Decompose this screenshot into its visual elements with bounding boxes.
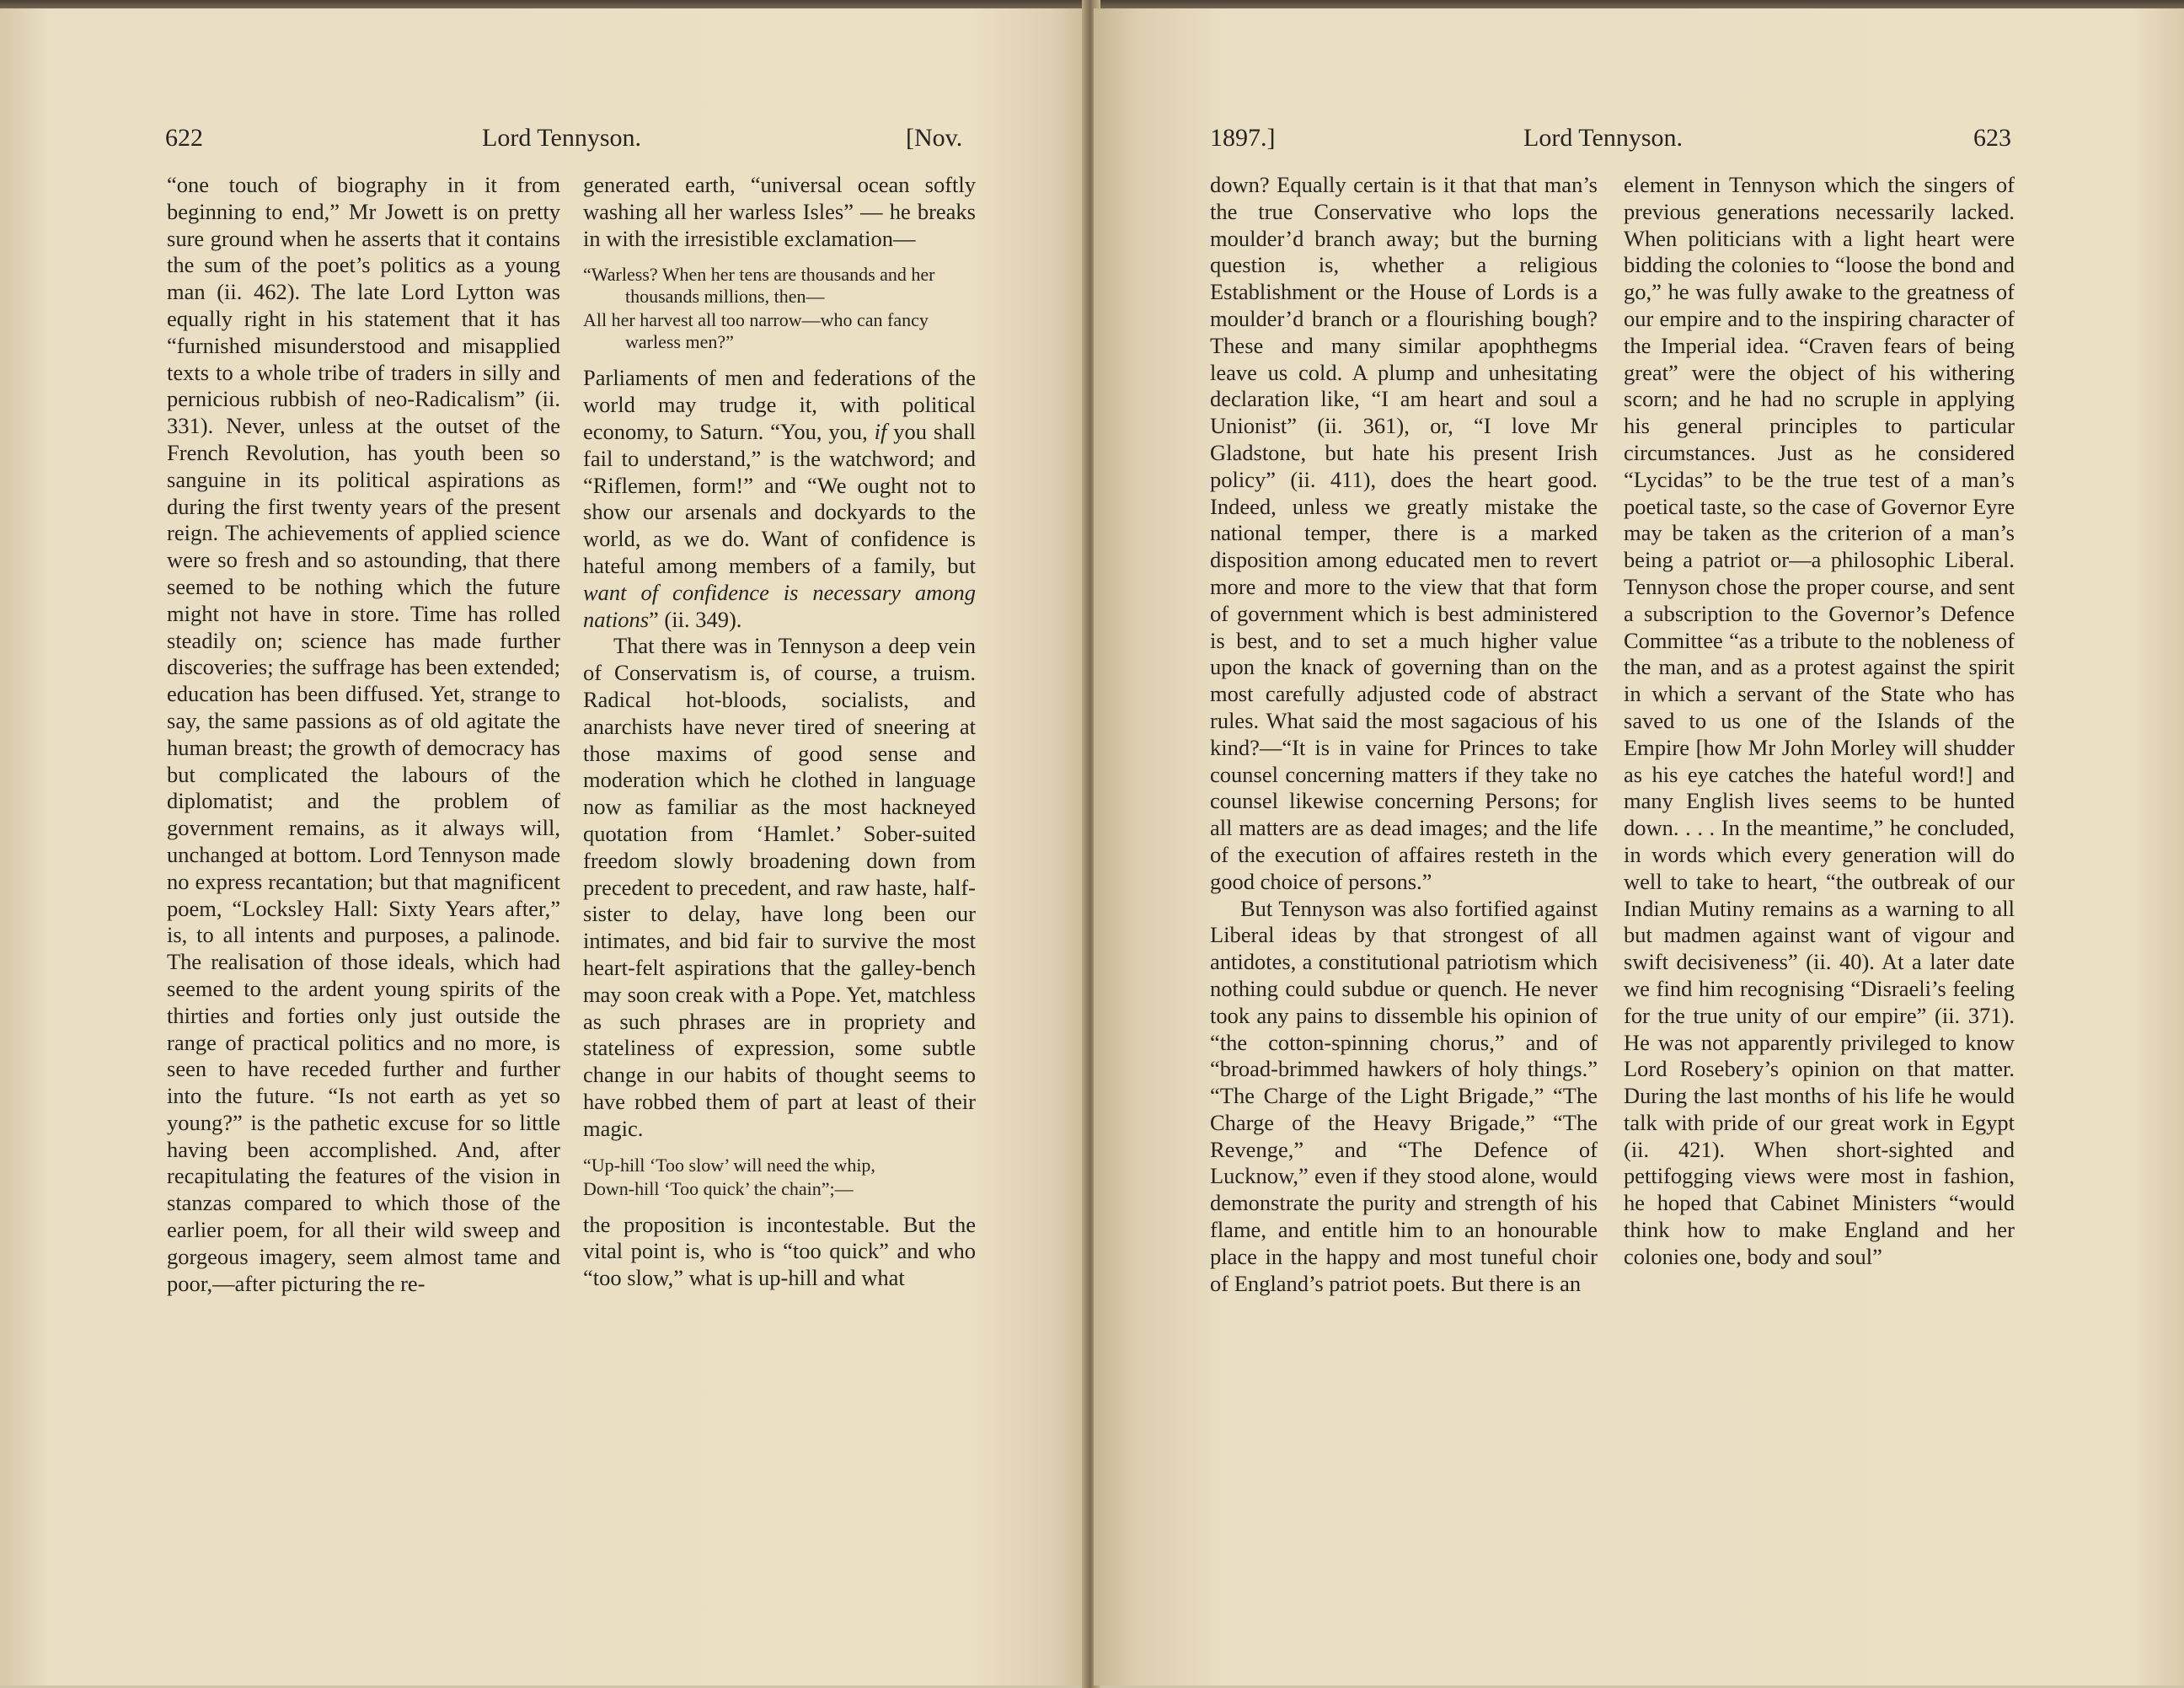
page-number-left: 622 xyxy=(165,124,203,152)
paragraph: the proposition is incontestable. But the vital point is, who is “too quick” and who “too slow,” what is up-hill and what xyxy=(583,1211,976,1291)
verse-quote xyxy=(583,1155,976,1200)
running-date-right: 1897.] xyxy=(1210,124,1276,152)
text-run: you shall fail to understand,” is the watchword; and “Riflemen, form!” and “We ought not to show our arsenals and dockyards to the world, as we do. Want of confidence is hateful among members of a family, but xyxy=(583,418,976,578)
paragraph: That there was in Tennyson a deep vein of Conservatism is, of course, a truism. Radical hot-bloods, socialists, and anarchists have never tired of sneering at those maxims of good sense and moderation which he clothed in language now as familiar as the most hackneyed quotation from ‘Hamlet.’ Sober-suited freedom slowly broadening down from precedent to precedent, and raw haste, half-sister to delay, have long been our intimates, and bid fair to survive the most heart-felt aspirations that the galley-bench may soon creak with a Pope. Yet, matchless as such phrases are in propriety and stateliness of expression, some subtle change in our habits of thought seems to have robbed them of part at least of their magic. xyxy=(583,633,976,1141)
right-page-column-2 xyxy=(1624,172,2015,1271)
italic-text: if xyxy=(874,418,887,444)
italic-text: want of confidence is necessary among nations xyxy=(583,579,976,632)
paragraph: down? Equally certain is it that that man’s the true Conservative who lops the moulder’d branch away; but the burning question is, whether a religious Establishment or the House of Lords is a moulder’d branch or a flourishing bough? These and many similar apophthegms leave us cold. A plump and unhesitating declaration like, “I am heart and soul a Unionist” (ii. 361), or, “I love Mr Gladstone, but hate his present Irish policy” (ii. 411), does the heart good. Indeed, unless we greatly mistake the national temper, there is a marked disposition among educated men to revert more and more to the view that that form of government which is best administered is best, and to set a much higher value upon the knack of governing than on the most carefully adjusted code of abstract rules. What said the most sagacious of his kind?—“It is in vaine for Princes to take counsel concerning matters if they take no counsel likewise concerning Persons; for all matters are as dead images; and the life of the execution of affaires resteth in the good choice of persons.” xyxy=(1210,172,1598,894)
right-page-column-1 xyxy=(1210,172,1598,1297)
running-title-left: Lord Tennyson. xyxy=(482,124,641,152)
page-number-right: 623 xyxy=(1973,124,2011,152)
paragraph: But Tennyson was also fortified against Liberal ideas by that strongest of all antidotes, a constitutional patriotism which nothing could subdue or quench. He never took any pains to dissemble his opinion of “the cotton-spinning chorus,” and of “broad-brimmed hawkers of holy things.” “The Charge of the Light Brigade,” “The Charge of the Heavy Brigade,” “The Revenge,” and “The Defence of Lucknow,” even if they stood alone, would demonstrate the purity and strength of his flame, and entitle him to an honourable place in the happy and most tuneful choir of England’s patriot poets. But there is an xyxy=(1210,895,1598,1296)
paragraph: “one touch of biography in it from beginning to end,” Mr Jowett is on pretty sure ground when he asserts that it contains the sum of the poet’s politics as a young man (ii. 462). The late Lord Lytton was equally right in his statement that it has “furnished misunderstood and misapplied texts to a whole tribe of traders in silly and pernicious rubbish of neo-Radicalism” (ii. 331). Never, unless at the outset of the French Revolution, has youth been so sanguine in its political aspirations as during the first twenty years of the present reign. The achievements of applied science were so fresh and so astounding, that there seemed to be nothing which the future might not have in store. Time has rolled steadily on; science has made further discoveries; the suffrage has been extended; education has been diffused. Yet, strange to say, the same passions as of old agitate the human breast; the growth of democracy has but complicated the labours of the diplomatist; and the problem of government remains, as it always will, unchanged at bottom. Lord Tennyson made no express recantation; but that magnificent poem, “Locksley Hall: Sixty Years after,” is, to all intents and purposes, a palinode. The realisation of those ideals, which had seemed to the ardent young spirits of the thirties and forties only just outside the range of practical politics and no more, is seen to have receded further and further into the future. “Is not earth as yet so young?” is the pathetic excuse for so little having been accomplished. And, after recapitulating the features of the vision in stanzas compared to which those of the earlier poem, for all their wild sweep and gorgeous imagery, seem almost tame and poor,—after picturing the re- xyxy=(167,172,560,1296)
left-page-column-1 xyxy=(167,172,560,1297)
left-page xyxy=(0,8,1089,1685)
verse-quote xyxy=(583,264,976,353)
verse-line: All her harvest all too narrow—who can fancy warless men?” xyxy=(583,309,929,353)
verse-line: “Warless? When her tens are thousands and her thousands millions, then— xyxy=(583,264,935,308)
running-title-right: Lord Tennyson. xyxy=(1523,124,1683,152)
paragraph: generated earth, “universal ocean softly washing all her warless Isles” — he breaks in with the irresistible exclamation— xyxy=(583,172,976,251)
running-date-left: [Nov. xyxy=(906,124,963,152)
verse-line: “Up-hill ‘Too slow’ will need the whip, xyxy=(583,1154,875,1176)
left-page-column-2 xyxy=(583,172,976,1292)
paragraph: element in Tennyson which the singers of previous generations necessarily lacked. When politicians with a light heart were bidding the colonies to “loose the bond and go,” he was fully awake to the greatness of our empire and to the inspiring character of the Imperial idea. “Craven fears of being great” were the object of his withering scorn; and he had no scruple in applying his general principles to particular circumstances. Just as he considered “Lycidas” to be the true test of a man’s poetical taste, so the case of Governor Eyre may be taken as the criterion of a man’s being a patriot or—a philosophic Liberal. Tennyson chose the proper course, and sent a subscription to the Governor’s Defence Committee “as a tribute to the nobleness of the man, and as a protest against the spirit in which a servant of the State who has saved to us one of the Islands of the Empire [how Mr John Morley will shudder as his eye catches the hateful word!] and many English lives seems to be hunted down. . . . In the meantime,” he concluded, in words which every generation will do well to take to heart, “the outbreak of our Indian Mutiny remains as a warning to all but madmen against want of vigour and swift decisiveness” (ii. 40). At a later date we find him recognising “Disraeli’s feeling for the true unity of our empire” (ii. 371). He was not apparently privileged to know Lord Rosebery’s opinion on that matter. During the last months of his life he would talk with pride of our great work in Egypt (ii. 421). When short-sighted and pettifogging views were most in fashion, he hoped that Cabinet Ministers “would think how to make England and her colonies one, body and soul” xyxy=(1624,172,2015,1269)
verse-line: Down-hill ‘Too quick’ the chain”;— xyxy=(583,1177,854,1199)
right-page xyxy=(1094,8,2184,1685)
text-run: Parliaments of men and federations of the world may trudge it, with political economy, to Saturn. “You, you, xyxy=(583,365,976,444)
paragraph xyxy=(583,365,976,633)
text-run: ” (ii. 349). xyxy=(649,606,742,632)
